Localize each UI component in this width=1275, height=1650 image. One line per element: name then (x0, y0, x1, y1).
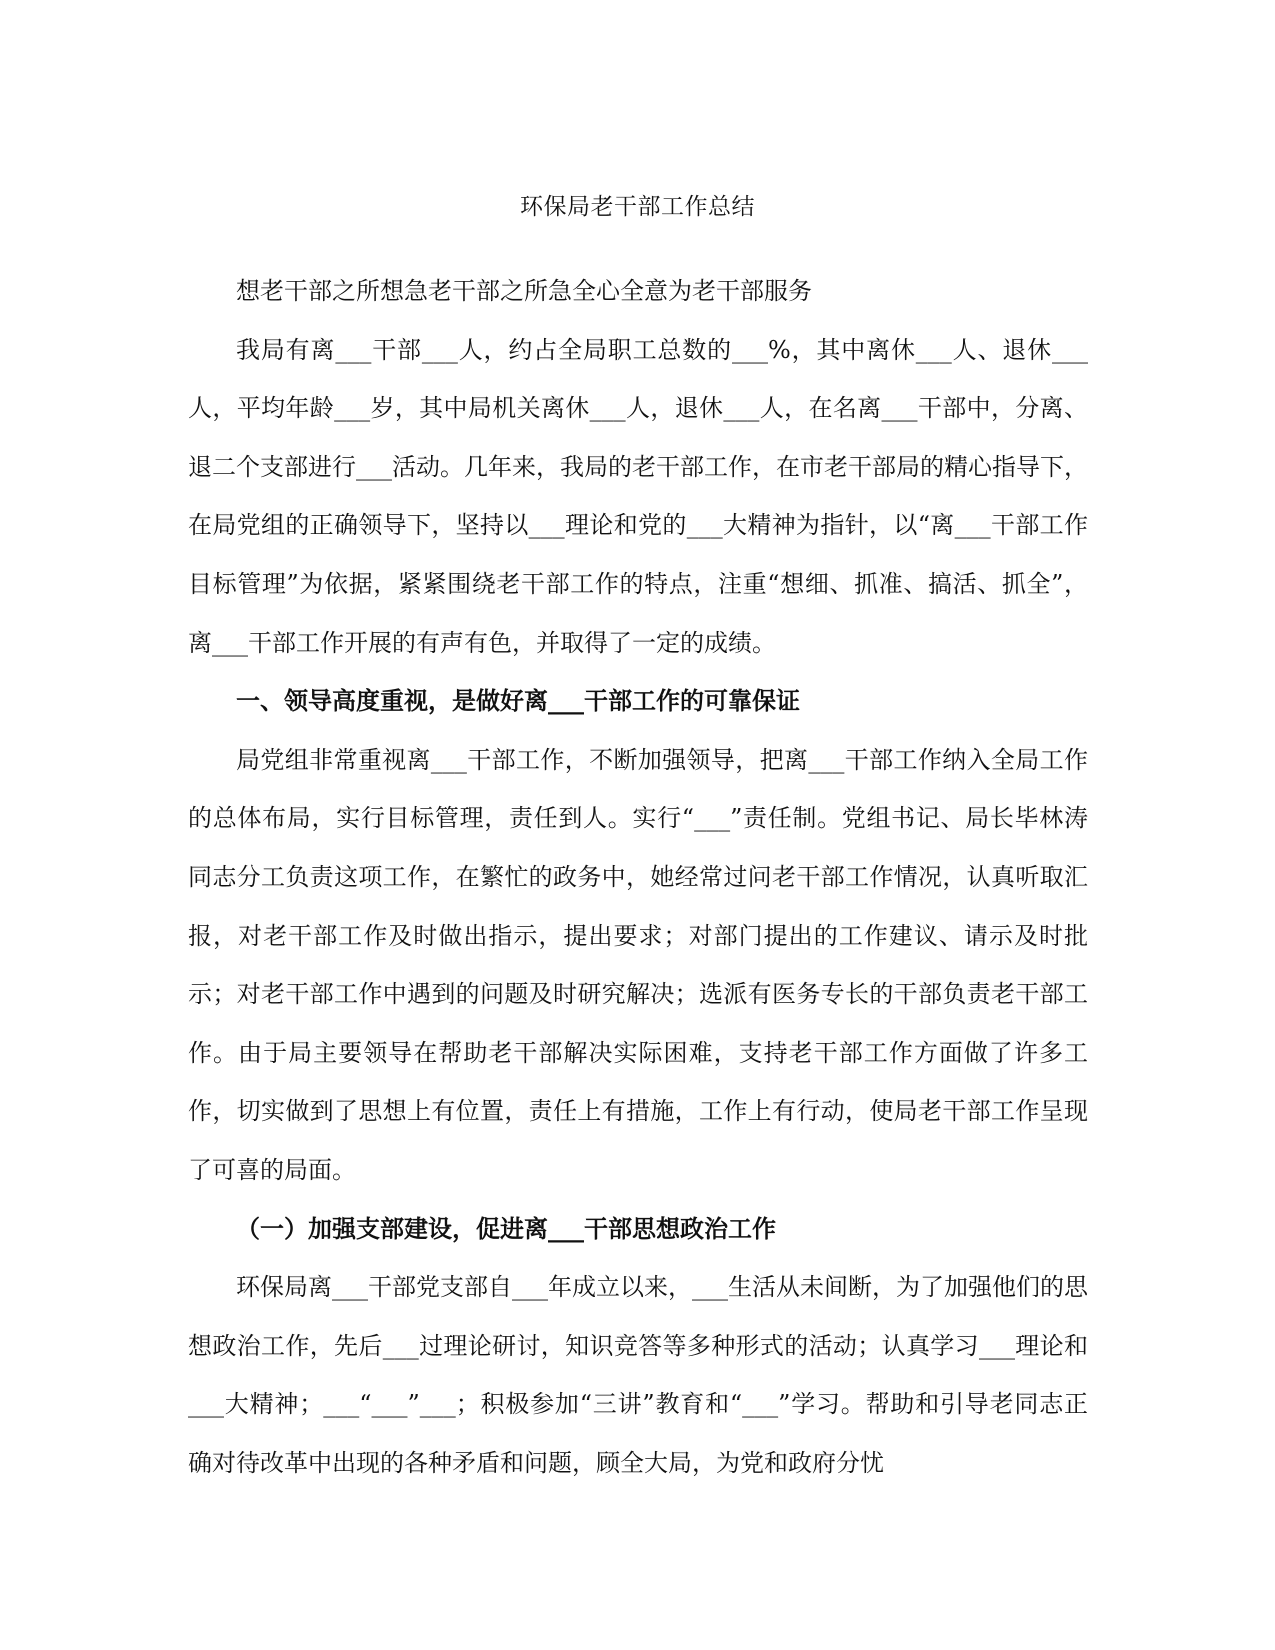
document-subtitle: 想老干部之所想急老干部之所急全心全意为老干部服务 (236, 277, 812, 305)
subsection-heading-1: （一）加强支部建设，促进离___干部思想政治工作 (236, 1213, 776, 1243)
section-body-1: 局党组非常重视离___干部工作，不断加强领导，把离___干部工作纳入全局工作的总体布局，实行目标管理，责任到人。实行“___”责任制。党组书记、局长毕林涛同志分工负责这项工作，在繁忙的政务中，她经常过问老干部工作情况，认真听取汇报，对老干部工作及时做出指示，提出要求；对部门提出的工作建议、请示及时批示；对老干部工作中遇到的问题及时研究解决；选派有医务专长的干部负责老干部工作。由于局主要领导在帮助老干部解决实际困难，支持老干部工作方面做了许多工作，切实做到了思想上有位置，责任上有措施，工作上有行动，使局老干部工作呈现了可喜的局面。 (188, 745, 1088, 1184)
intro-paragraph: 我局有离___干部___人，约占全局职工总数的___%，其中离休___人、退休___人，平均年龄___岁，其中局机关离休___人，退休___人，在名离___干部中，分离、退二个支部进行___活动。几年来，我局的老干部工作，在市老干部局的精心指导下，在局党组的正确领导下，坚持以___理论和党的___大精神为指针，以“离___干部工作目标管理”为依据，紧紧围绕老干部工作的特点，注重“想细、抓准、搞活、抓全”，离___干部工作开展的有声有色，并取得了一定的成绩。 (188, 335, 1088, 657)
document-body (188, 262, 1088, 1492)
document-title: 环保局老干部工作总结 (520, 194, 755, 220)
subsection-body-1: 环保局离___干部党支部自___年成立以来，___生活从未间断，为了加强他们的思想政治工作，先后___过理论研讨，知识竞答等多种形式的活动；认真学习___理论和___大精神；___“___”___；积极参加“三讲”教育和“___”学习。帮助和引导老同志正确对待改革中出现的各种矛盾和问题，顾全大局，为党和政府分忧 (188, 1273, 1088, 1477)
section-heading-1: 一、领导高度重视，是做好离___干部工作的可靠保证 (236, 686, 800, 716)
